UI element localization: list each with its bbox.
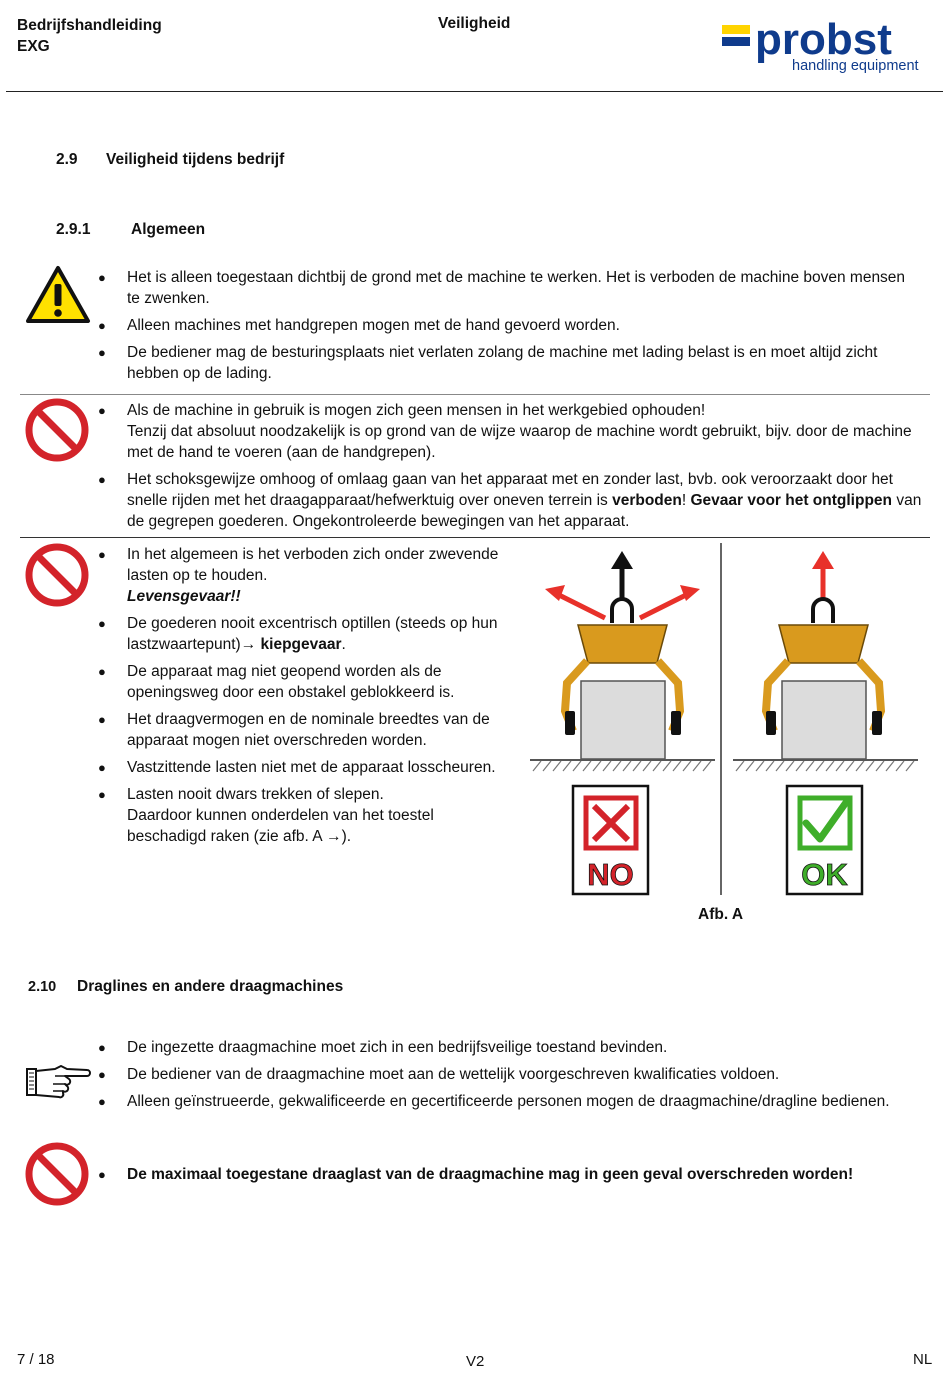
section-number: 2.10 <box>28 979 57 995</box>
warning-bullet-list <box>98 267 917 384</box>
bullet-icon: ● <box>98 1040 106 1055</box>
list-item-text: De bediener van de draagmachine moet aan de wettelijk voorgeschreven kwalificaties voldoen. <box>127 1066 780 1083</box>
section-title: Veiligheid tijdens bedrijf <box>106 151 285 168</box>
emphasis-text: kiepgevaar <box>260 636 342 653</box>
emphasis-text: Gevaar voor het ontglippen <box>690 492 893 509</box>
max-load-bullet-list <box>98 1164 927 1185</box>
list-item <box>98 661 499 703</box>
header-section-title: Veiligheid <box>438 15 511 32</box>
list-item-text: Tenzij dat absoluut noodzakelijk is op grond van de wijze waarop de machine wordt gebruikt, bijv. door de machine met de hand te voeren (aan de handgrepen). <box>127 423 912 461</box>
probst-logo <box>722 14 934 76</box>
correct-lift-illustration <box>733 551 918 894</box>
list-item-text: ! <box>681 492 691 509</box>
subsection-number: 2.9.1 <box>56 221 91 238</box>
list-item <box>98 757 499 778</box>
bullet-icon: ● <box>98 760 106 775</box>
list-item <box>98 315 917 336</box>
page-number: 7 / 18 <box>17 1351 55 1368</box>
prohibition-bullet-list-2 <box>98 544 499 847</box>
bullet-icon: ● <box>98 787 106 802</box>
list-item-text: De bediener mag de besturingsplaats niet verlaten zolang de machine met lading belast is en moet altijd zicht hebben op de lading. <box>127 344 878 382</box>
bullet-icon: ● <box>98 1067 106 1082</box>
bullet-icon: ● <box>98 1167 106 1182</box>
no-label: NO <box>587 857 634 892</box>
svg-text:probst: probst <box>755 15 892 64</box>
header-rule <box>6 91 943 92</box>
list-item-text: Het schoksgewijze omhoog of omlaag gaan van het apparaat met en zonder last, bvb. ook veroorzaakt door het snelle rijden met het draagapparaat/hefwerktuig over oneven terrein is <box>127 471 893 509</box>
prohibition-icon <box>25 398 89 467</box>
bullet-icon: ● <box>98 664 106 679</box>
bullet-icon: ● <box>98 472 106 487</box>
list-item <box>98 1091 927 1112</box>
list-item <box>98 400 927 463</box>
list-item-text: ). <box>341 828 352 845</box>
emphasis-text: Levensgevaar!! <box>127 588 241 605</box>
emphasis-text: verboden <box>612 492 682 509</box>
list-item-text: Alleen geïnstrueerde, gekwalificeerde en gecertificeerde personen mogen de draagmachine/dragline bedienen. <box>127 1093 890 1110</box>
document-version: V2 <box>466 1353 485 1370</box>
list-item-text: De goederen nooit excentrisch optillen (steeds op hun lastzwaartepunt) <box>127 615 498 653</box>
figure-afb-a <box>525 543 925 903</box>
separator <box>20 537 930 538</box>
header-model: EXG <box>17 38 50 55</box>
figure-caption: Afb. A <box>698 906 744 923</box>
list-item <box>98 709 499 751</box>
ok-label: OK <box>801 857 848 892</box>
bullet-icon: ● <box>98 270 106 285</box>
pointing-hand-icon <box>25 1063 91 1106</box>
bullet-icon: ● <box>98 616 106 631</box>
list-item <box>98 469 927 532</box>
list-item-text: Het is alleen toegestaan dichtbij de grond met de machine te werken. Het is verboden de machine boven mensen te zwenken. <box>127 269 906 307</box>
list-item-text: De apparaat mag niet geopend worden als de openingsweg door een obstakel geblokkeerd is. <box>127 663 455 701</box>
list-item <box>98 267 917 309</box>
list-item <box>98 613 499 655</box>
list-item-text: Als de machine in gebruik is mogen zich geen mensen in het werkgebied ophouden! <box>127 402 706 419</box>
logo-tagline: handling equipment <box>792 58 919 74</box>
section-number: 2.9 <box>56 151 78 168</box>
wrong-lift-illustration <box>530 551 715 894</box>
subsection-title: Algemeen <box>131 221 206 238</box>
section-title: Draglines en andere draagmachines <box>77 978 344 995</box>
bullet-icon: ● <box>98 403 106 418</box>
prohibition-bullet-list-1 <box>98 400 927 532</box>
list-item-text: Daardoor kunnen onderdelen van het toestel beschadigd raken (zie afb. A <box>127 807 434 845</box>
list-item <box>98 784 499 847</box>
warning-triangle-icon <box>25 265 91 330</box>
bullet-icon: ● <box>98 318 106 333</box>
list-item <box>98 1037 927 1058</box>
list-item-text: Lasten nooit dwars trekken of slepen. <box>127 786 384 803</box>
list-item-text: In het algemeen is het verboden zich onder zwevende lasten op te houden. <box>127 546 499 584</box>
list-item <box>98 342 917 384</box>
arrow-icon: → <box>326 828 342 845</box>
prohibition-icon <box>25 543 89 612</box>
list-item-text: Vastzittende lasten niet met de apparaat losscheuren. <box>127 759 496 776</box>
list-item-text: Het draagvermogen en de nominale breedtes van de apparaat mogen niet overschreden worden. <box>127 711 490 749</box>
bullet-icon: ● <box>98 547 106 562</box>
emphasis-text: De maximaal toegestane draaglast van de draagmachine mag in geen geval overschreden worden! <box>127 1166 854 1183</box>
list-item <box>98 1164 927 1185</box>
document-language: NL <box>913 1351 933 1368</box>
header-left <box>17 15 162 57</box>
bullet-icon: ● <box>98 712 106 727</box>
separator <box>20 394 930 395</box>
list-item-text: van de gegrepen goederen. Ongekontroleerde bewegingen van het apparaat. <box>127 492 922 530</box>
list-item <box>98 1064 927 1085</box>
list-item-text: . <box>341 636 346 653</box>
bullet-icon: ● <box>98 1094 106 1109</box>
notice-bullet-list <box>98 1037 927 1112</box>
bullet-icon: ● <box>98 345 106 360</box>
arrow-icon: → <box>240 636 257 653</box>
list-item-text: De ingezette draagmachine moet zich in een bedrijfsveilige toestand bevinden. <box>127 1039 668 1056</box>
list-item <box>98 544 499 607</box>
list-item-text: Alleen machines met handgrepen mogen met de hand gevoerd worden. <box>127 317 620 334</box>
prohibition-icon <box>25 1142 89 1211</box>
header-manual-title: Bedrijfshandleiding <box>17 17 162 34</box>
